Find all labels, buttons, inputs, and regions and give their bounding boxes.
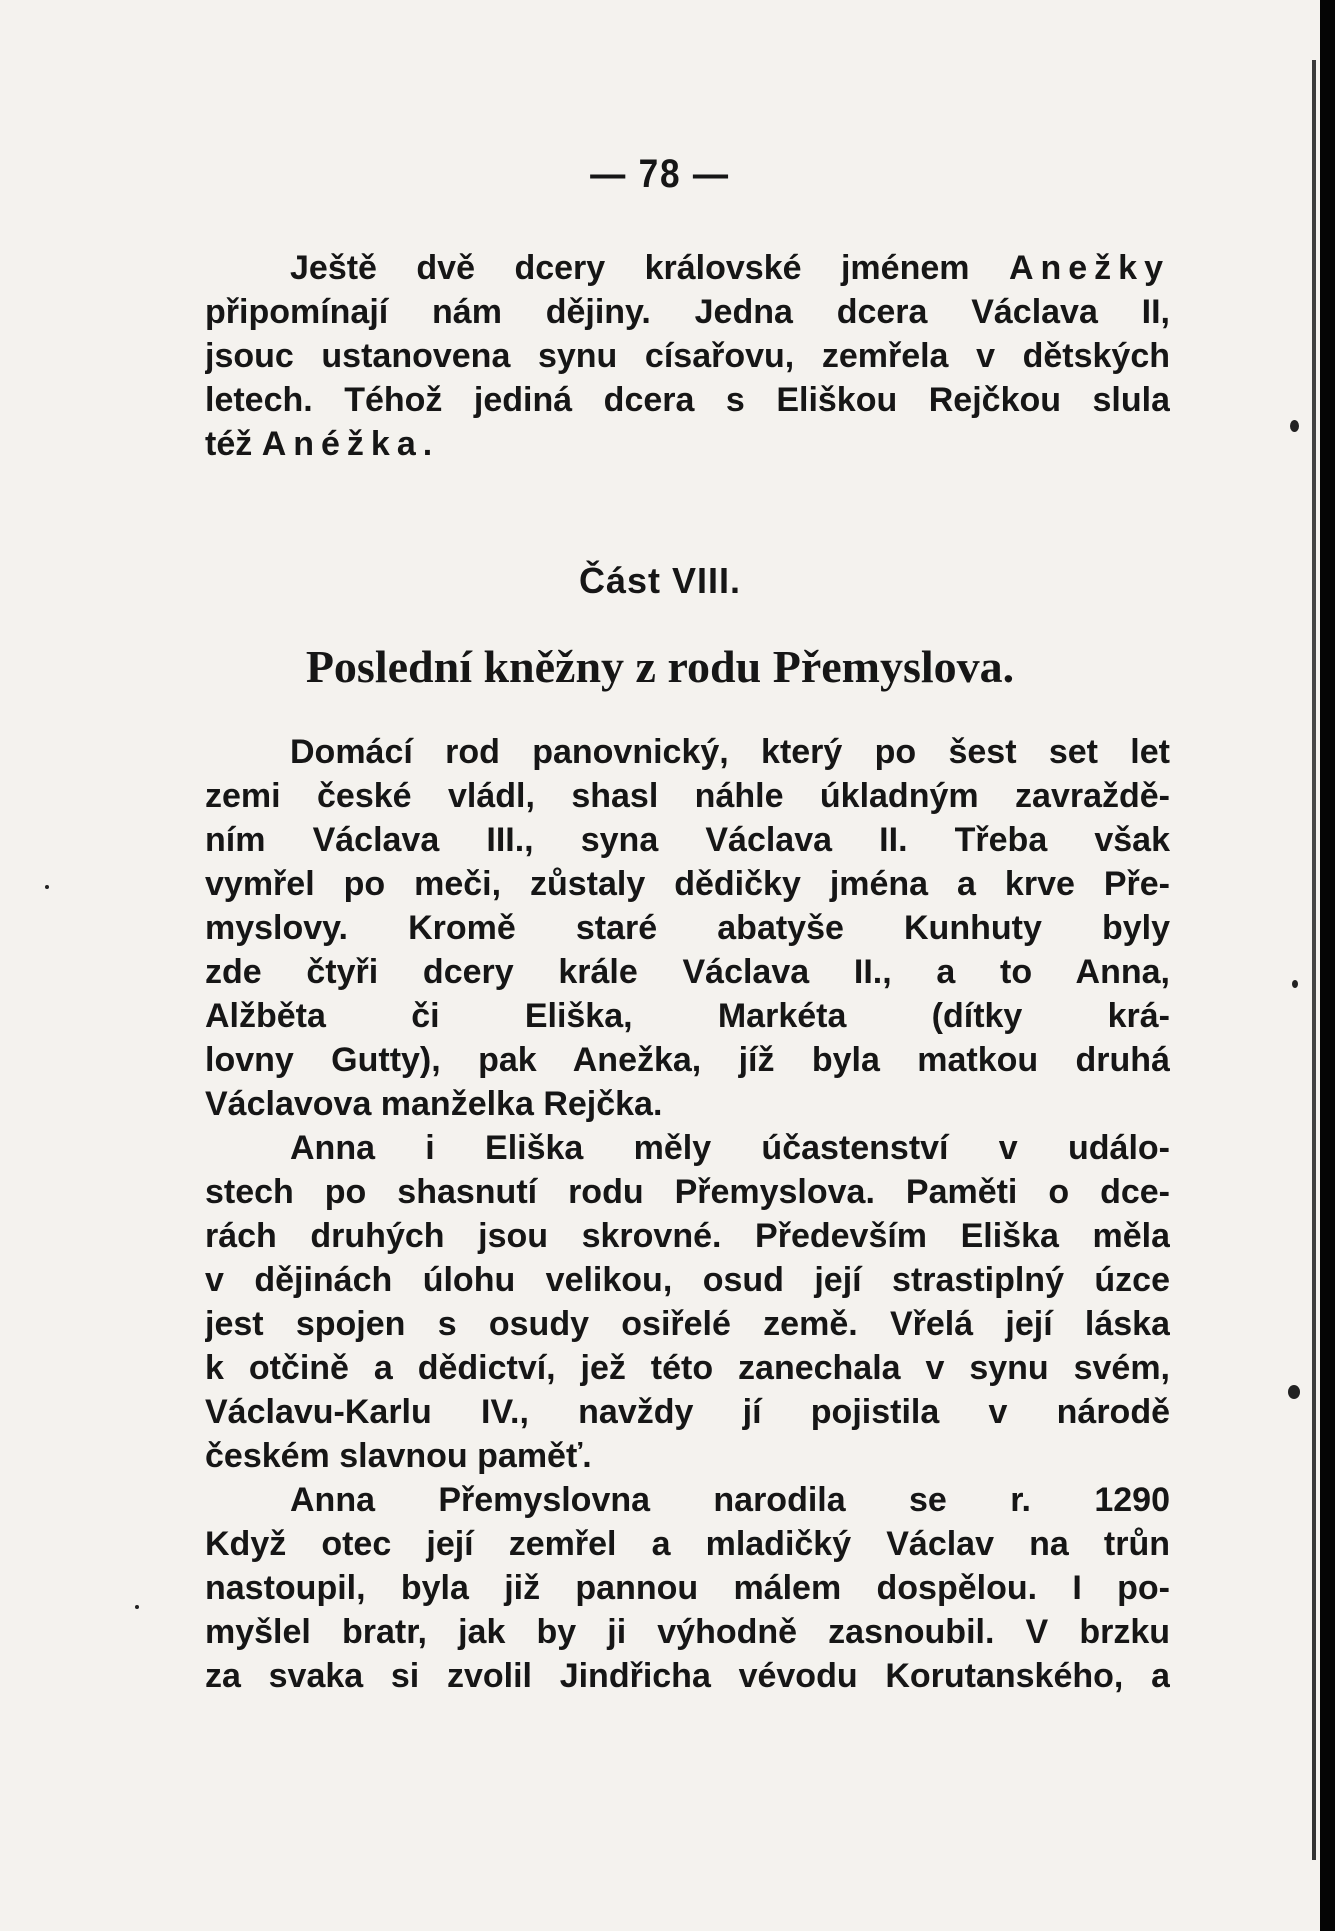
scan-speck	[1288, 1385, 1300, 1399]
text-line: Václavu-Karlu IV., navždy jí pojistila v národě	[205, 1393, 1170, 1431]
scan-border	[1320, 0, 1335, 1931]
page-fold-shadow	[1312, 60, 1316, 1860]
scan-speck	[1290, 420, 1299, 432]
chapter-title: Poslední kněžny z rodu Přemyslova.	[305, 641, 1015, 692]
text-line: lovny Gutty), pak Anežka, jíž byla matkou druhá	[205, 1041, 1170, 1079]
text-line: Václavova manželka Rejčka.	[205, 1085, 663, 1123]
text-line: Alžběta či Eliška, Markéta (dítky krá-	[205, 997, 1170, 1035]
text-line: Domácí rod panovnický, který po šest set let	[290, 733, 1170, 771]
part-label: Část VIII.	[578, 560, 742, 601]
intro-paragraph	[205, 246, 1170, 466]
paragraph-2	[205, 1126, 1170, 1478]
text-line: k otčině a dědictví, jež této zanechala v synu svém,	[205, 1349, 1170, 1387]
text-line: jest spojen s osudy osiřelé země. Vřelá její láska	[205, 1305, 1170, 1343]
spaced-name: Anéžka	[261, 425, 423, 463]
text-line: nastoupil, byla již pannou málem dospělou. I po-	[205, 1569, 1170, 1607]
scan-speck	[45, 885, 49, 889]
text-line: myslovy. Kromě staré abatyše Kunhuty byly	[205, 909, 1170, 947]
text-line: stech po shasnutí rodu Přemyslova. Paměti o dce-	[205, 1173, 1170, 1211]
paragraph-3	[205, 1478, 1170, 1698]
text-line: Ještě dvě dcery královské jménem Anežky	[290, 249, 1170, 287]
text-line: vymřel po meči, zůstaly dědičky jména a krve Pře-	[205, 865, 1170, 903]
text-line: letech. Téhož jediná dcera s Eliškou Rejčkou slula	[205, 381, 1170, 419]
text-line: zemi české vládl, shasl náhle úkladným zavraždě-	[205, 777, 1170, 815]
text-line: zde čtyři dcery krále Václava II., a to Anna,	[205, 953, 1170, 991]
page-number: — 78 —	[590, 152, 730, 196]
text-line: Anna i Eliška měly účastenství v událo-	[290, 1129, 1170, 1167]
text-line: za svaka si zvolil Jindřicha vévodu Korutanského, a	[205, 1657, 1170, 1695]
text-line: připomínají nám dějiny. Jedna dcera Václava II,	[205, 293, 1170, 331]
paragraph-1	[205, 730, 1170, 1126]
text-line: českém slavnou paměť.	[205, 1437, 592, 1475]
text-line: myšlel bratr, jak by ji výhodně zasnoubil. V brzku	[205, 1613, 1170, 1651]
text-line: jsouc ustanovena synu císařovu, zemřela v dětských	[205, 337, 1170, 375]
text-line: rách druhých jsou skrovné. Především Eliška měla	[205, 1217, 1170, 1255]
spaced-name: Anežky	[1008, 249, 1170, 287]
text-line: v dějinách úlohu velikou, osud její strastiplný úzce	[205, 1261, 1170, 1299]
text-line: Anna Přemyslovna narodila se r. 1290	[290, 1481, 1170, 1519]
scan-speck	[135, 1605, 139, 1609]
scan-speck	[1292, 980, 1298, 988]
text-line: ním Václava III., syna Václava II. Třeba však	[205, 821, 1170, 859]
text-line: Když otec její zemřel a mladičký Václav na trůn	[205, 1525, 1170, 1563]
text-line: též Anéžka.	[205, 425, 433, 463]
